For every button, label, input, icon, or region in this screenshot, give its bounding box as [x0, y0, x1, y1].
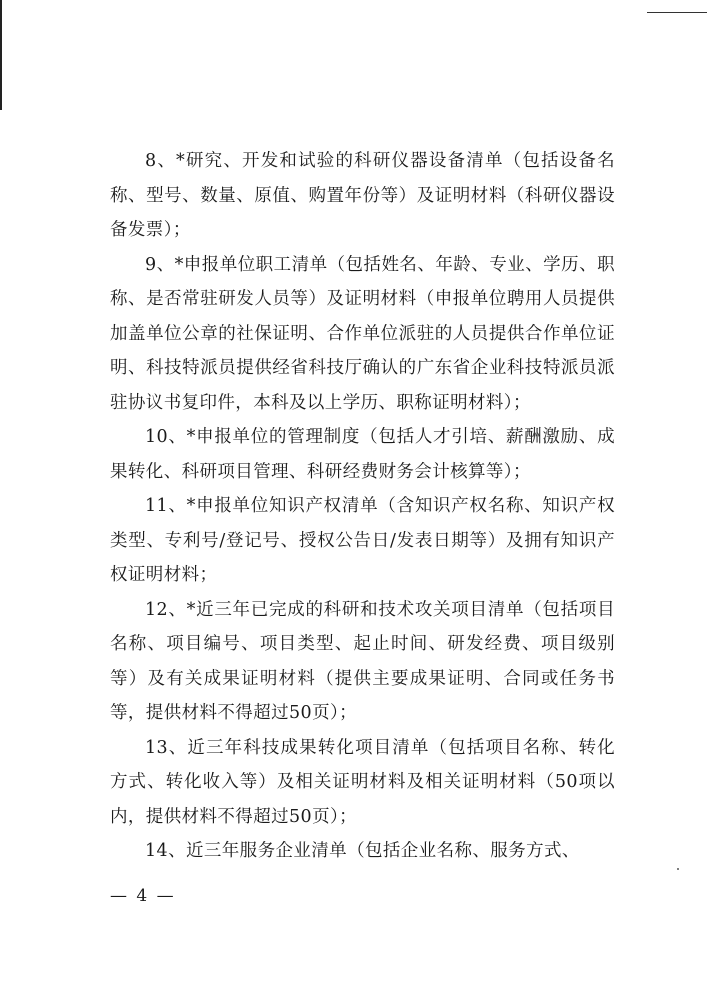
list-item-8: 8、*研究、开发和试验的科研仪器设备清单（包括设备名称、型号、数量、原值、购置年份等）及证明材料（科研仪器设备发票）； [110, 151, 615, 240]
list-item-10: 10、*申报单位的管理制度（包括人才引培、薪酬激励、成果转化、科研项目管理、科研经费财务会计核算等）； [110, 427, 615, 482]
document-body [110, 144, 615, 869]
scan-edge-top [647, 12, 707, 13]
list-item-13: 13、近三年科技成果转化项目清单（包括项目名称、转化方式、转化收入等）及相关证明材料及相关证明材料（50项以内，提供材料不得超过50页）； [110, 737, 615, 827]
scan-edge-left [0, 0, 2, 110]
page-number: — 4 — [110, 886, 176, 906]
list-item-9: 9、*申报单位职工清单（包括姓名、年龄、专业、学历、职称、是否常驻研发人员等）及证明材料（申报单位聘用人员提供加盖单位公章的社保证明、合作单位派驻的人员提供合作单位证明、科技特派员提供经省科技厅确认的广东省企业科技特派员派驻协议书复印件，本科及以上学历、职称证明材料）； [110, 254, 615, 413]
list-item-14: 14、近三年服务企业清单（包括企业名称、服务方式、 [145, 841, 580, 861]
scan-speck [677, 868, 679, 870]
list-item-11: 11、*申报单位知识产权清单（含知识产权名称、知识产权类型、专利号/登记号、授权公告日/发表日期等）及拥有知识产权证明材料； [110, 496, 615, 585]
list-item-12: 12、*近三年已完成的科研和技术攻关项目清单（包括项目名称、项目编号、项目类型、起止时间、研发经费、项目级别等）及有关成果证明材料（提供主要成果证明、合同或任务书等，提供材料不得超过50页）； [110, 599, 615, 723]
